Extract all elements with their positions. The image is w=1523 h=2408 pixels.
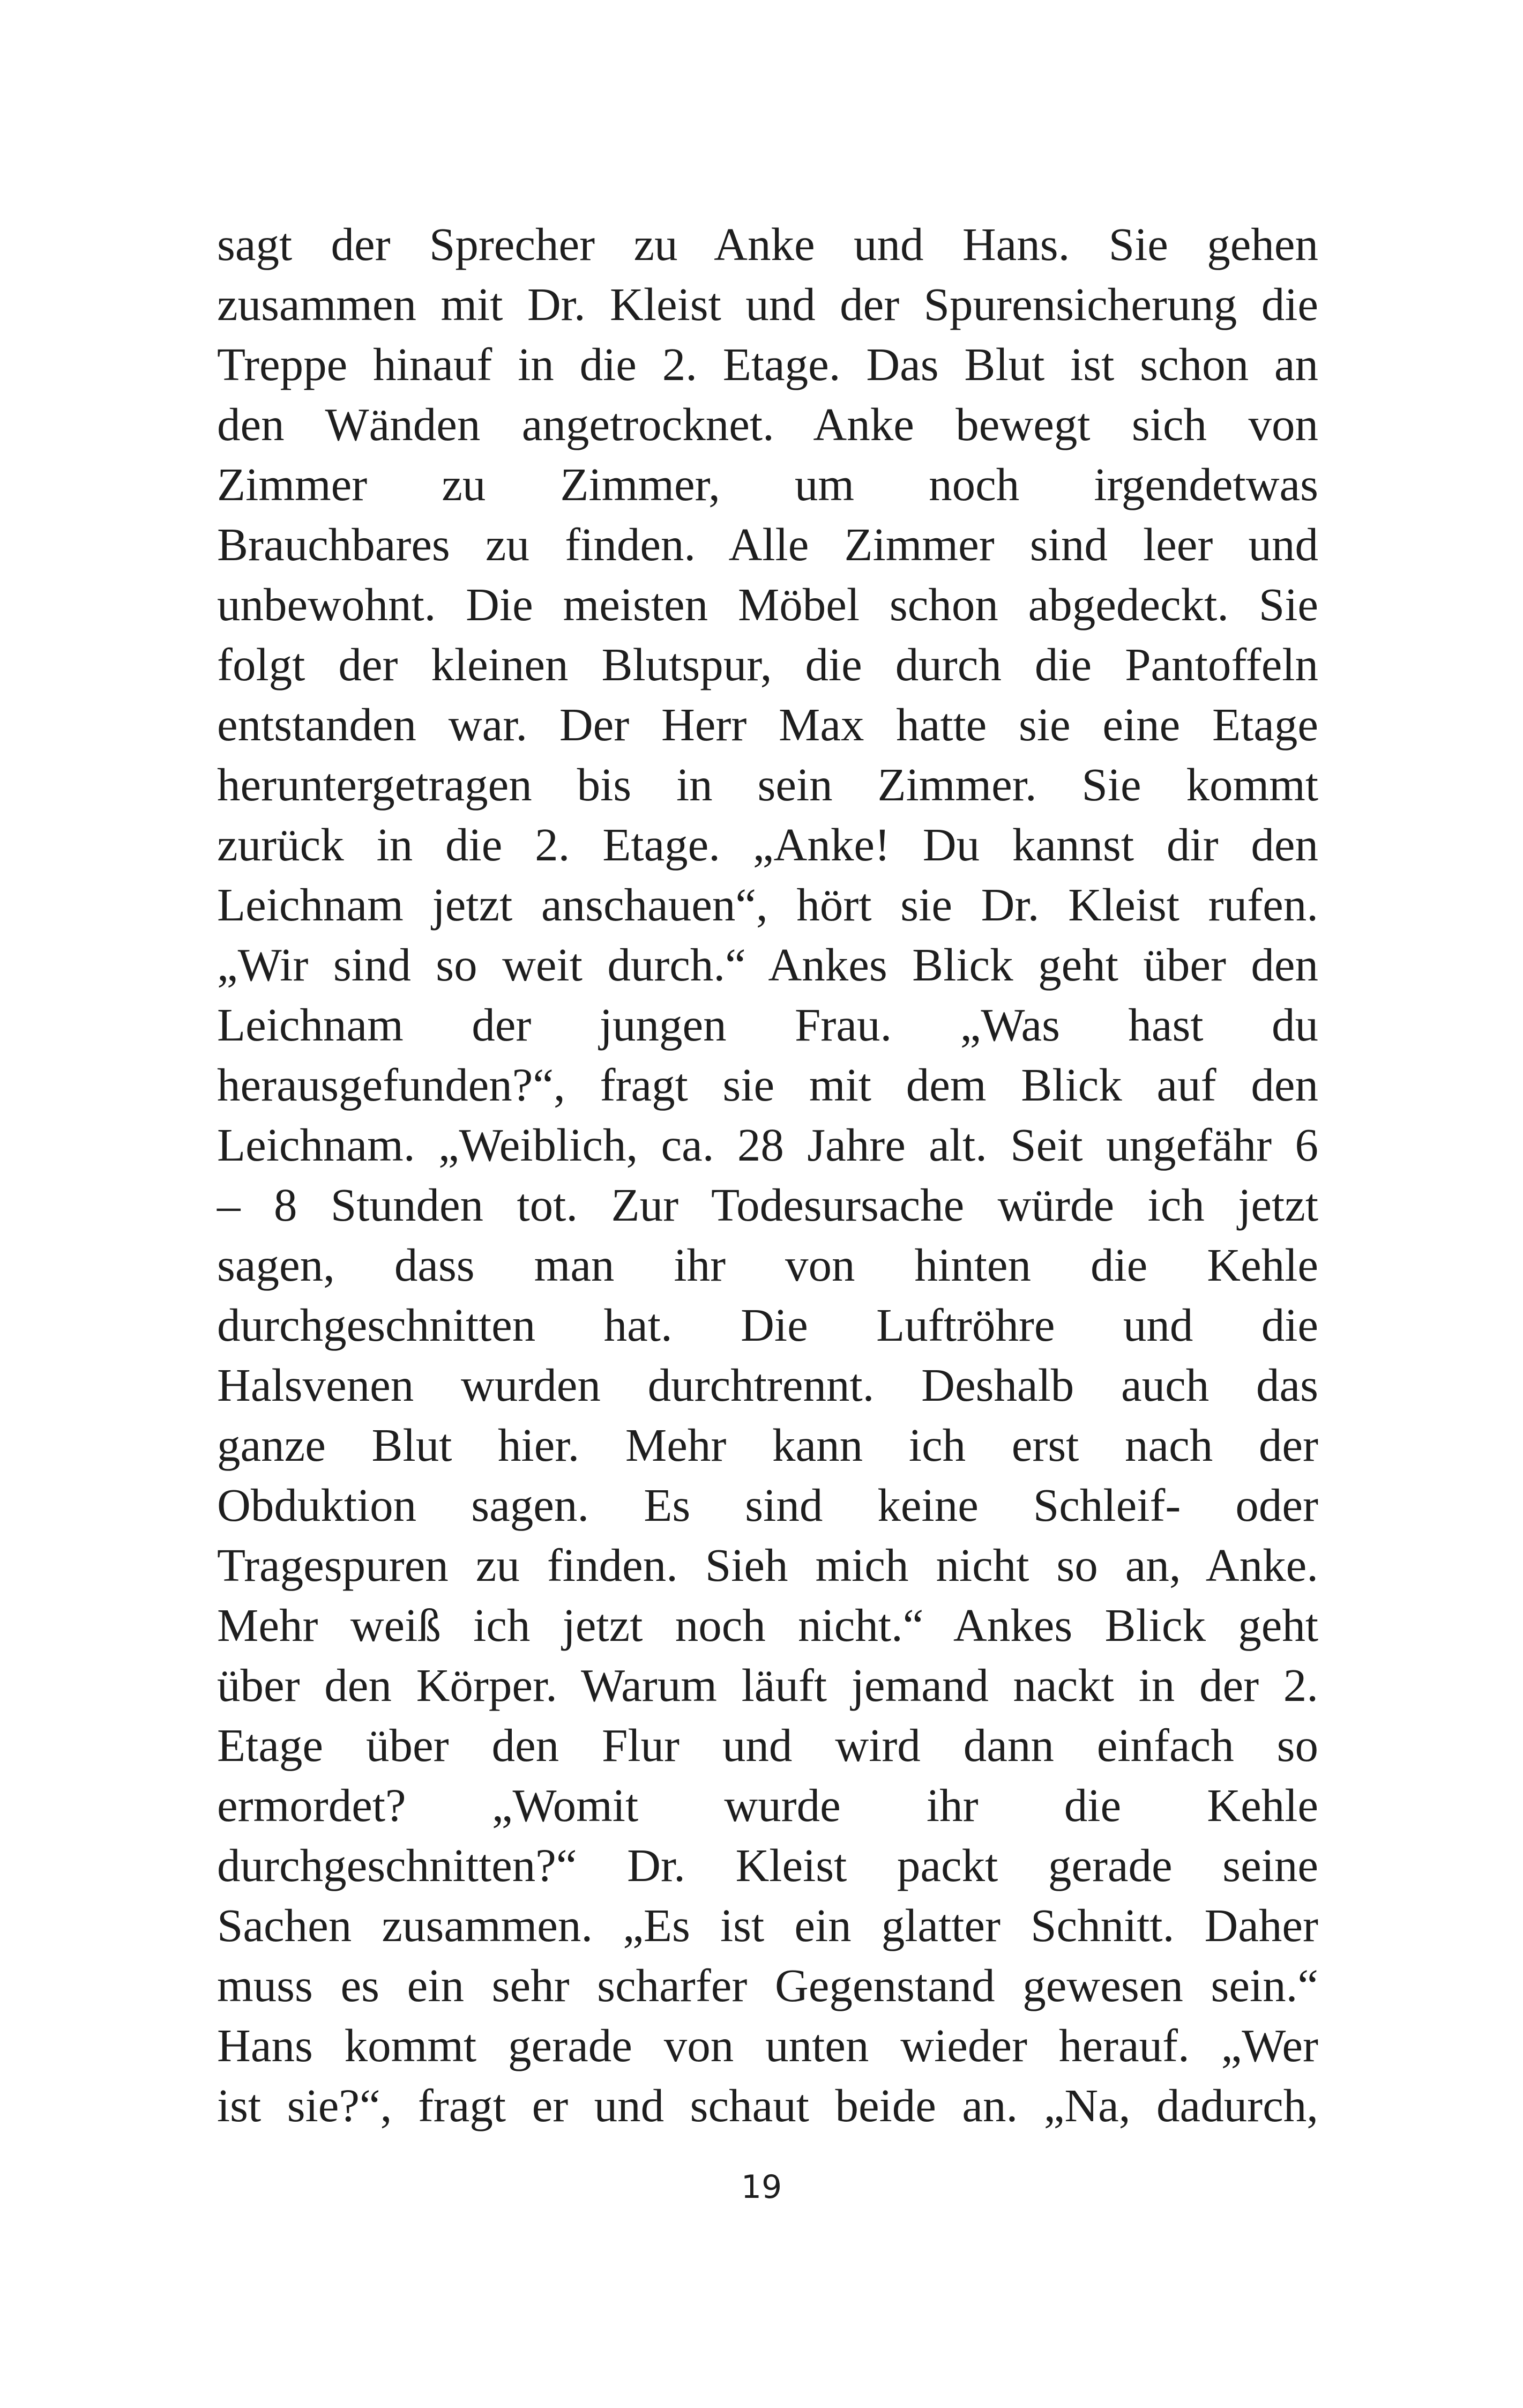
page-number: 19 bbox=[741, 2168, 782, 2206]
text-line: den Wänden angetrocknet. Anke bewegt sich von bbox=[217, 398, 1318, 450]
text-line: zusammen mit Dr. Kleist und der Spurensicherung die bbox=[217, 278, 1318, 330]
text-line: über den Körper. Warum läuft jemand nackt in der 2. bbox=[217, 1659, 1318, 1711]
text-line: heruntergetragen bis in sein Zimmer. Sie kommt bbox=[217, 759, 1318, 811]
text-line: durchgeschnitten hat. Die Luftröhre und die bbox=[217, 1299, 1318, 1351]
text-line: Brauchbares zu finden. Alle Zimmer sind leer und bbox=[217, 518, 1318, 570]
text-line: sagt der Sprecher zu Anke und Hans. Sie gehen bbox=[217, 218, 1318, 270]
text-line: Hans kommt gerade von unten wieder herauf. „Wer bbox=[217, 2019, 1318, 2071]
body-text bbox=[217, 214, 1318, 2136]
text-line: ist sie?“, fragt er und schaut beide an. „Na, dadurch, bbox=[217, 2079, 1318, 2131]
text-line: herausgefunden?“, fragt sie mit dem Blick auf den bbox=[217, 1059, 1318, 1111]
text-line: muss es ein sehr scharfer Gegenstand gewesen sein.“ bbox=[217, 1959, 1318, 2011]
text-line: durchgeschnitten?“ Dr. Kleist packt gerade seine bbox=[217, 1839, 1318, 1891]
text-line: unbewohnt. Die meisten Möbel schon abgedeckt. Sie bbox=[217, 578, 1318, 630]
text-line: Sachen zusammen. „Es ist ein glatter Schnitt. Daher bbox=[217, 1899, 1318, 1951]
text-line: ermordet? „Womit wurde ihr die Kehle bbox=[217, 1779, 1318, 1831]
text-line: Mehr weiß ich jetzt noch nicht.“ Ankes Blick geht bbox=[217, 1599, 1318, 1651]
text-line: – 8 Stunden tot. Zur Todesursache würde ich jetzt bbox=[217, 1179, 1318, 1231]
text-line: Halsvenen wurden durchtrennt. Deshalb auch das bbox=[217, 1359, 1318, 1411]
text-line: zurück in die 2. Etage. „Anke! Du kannst dir den bbox=[217, 819, 1318, 871]
text-line: „Wir sind so weit durch.“ Ankes Blick geht über den bbox=[217, 939, 1318, 991]
text-line: Etage über den Flur und wird dann einfach so bbox=[217, 1719, 1318, 1771]
text-line: entstanden war. Der Herr Max hatte sie eine Etage bbox=[217, 698, 1318, 750]
text-line: folgt der kleinen Blutspur, die durch die Pantoffeln bbox=[217, 638, 1318, 690]
text-line: sagen, dass man ihr von hinten die Kehle bbox=[217, 1239, 1318, 1291]
text-line: Treppe hinauf in die 2. Etage. Das Blut ist schon an bbox=[217, 338, 1318, 390]
text-line: Leichnam. „Weiblich, ca. 28 Jahre alt. Seit ungefähr 6 bbox=[217, 1119, 1318, 1171]
text-line: Obduktion sagen. Es sind keine Schleif- oder bbox=[217, 1479, 1318, 1531]
text-line: Leichnam jetzt anschauen“, hört sie Dr. Kleist rufen. bbox=[217, 879, 1318, 931]
text-line: Leichnam der jungen Frau. „Was hast du bbox=[217, 999, 1318, 1051]
text-line: Zimmer zu Zimmer, um noch irgendetwas bbox=[217, 458, 1318, 510]
text-line: ganze Blut hier. Mehr kann ich erst nach der bbox=[217, 1419, 1318, 1471]
text-line: Tragespuren zu finden. Sieh mich nicht so an, Anke. bbox=[217, 1539, 1318, 1591]
